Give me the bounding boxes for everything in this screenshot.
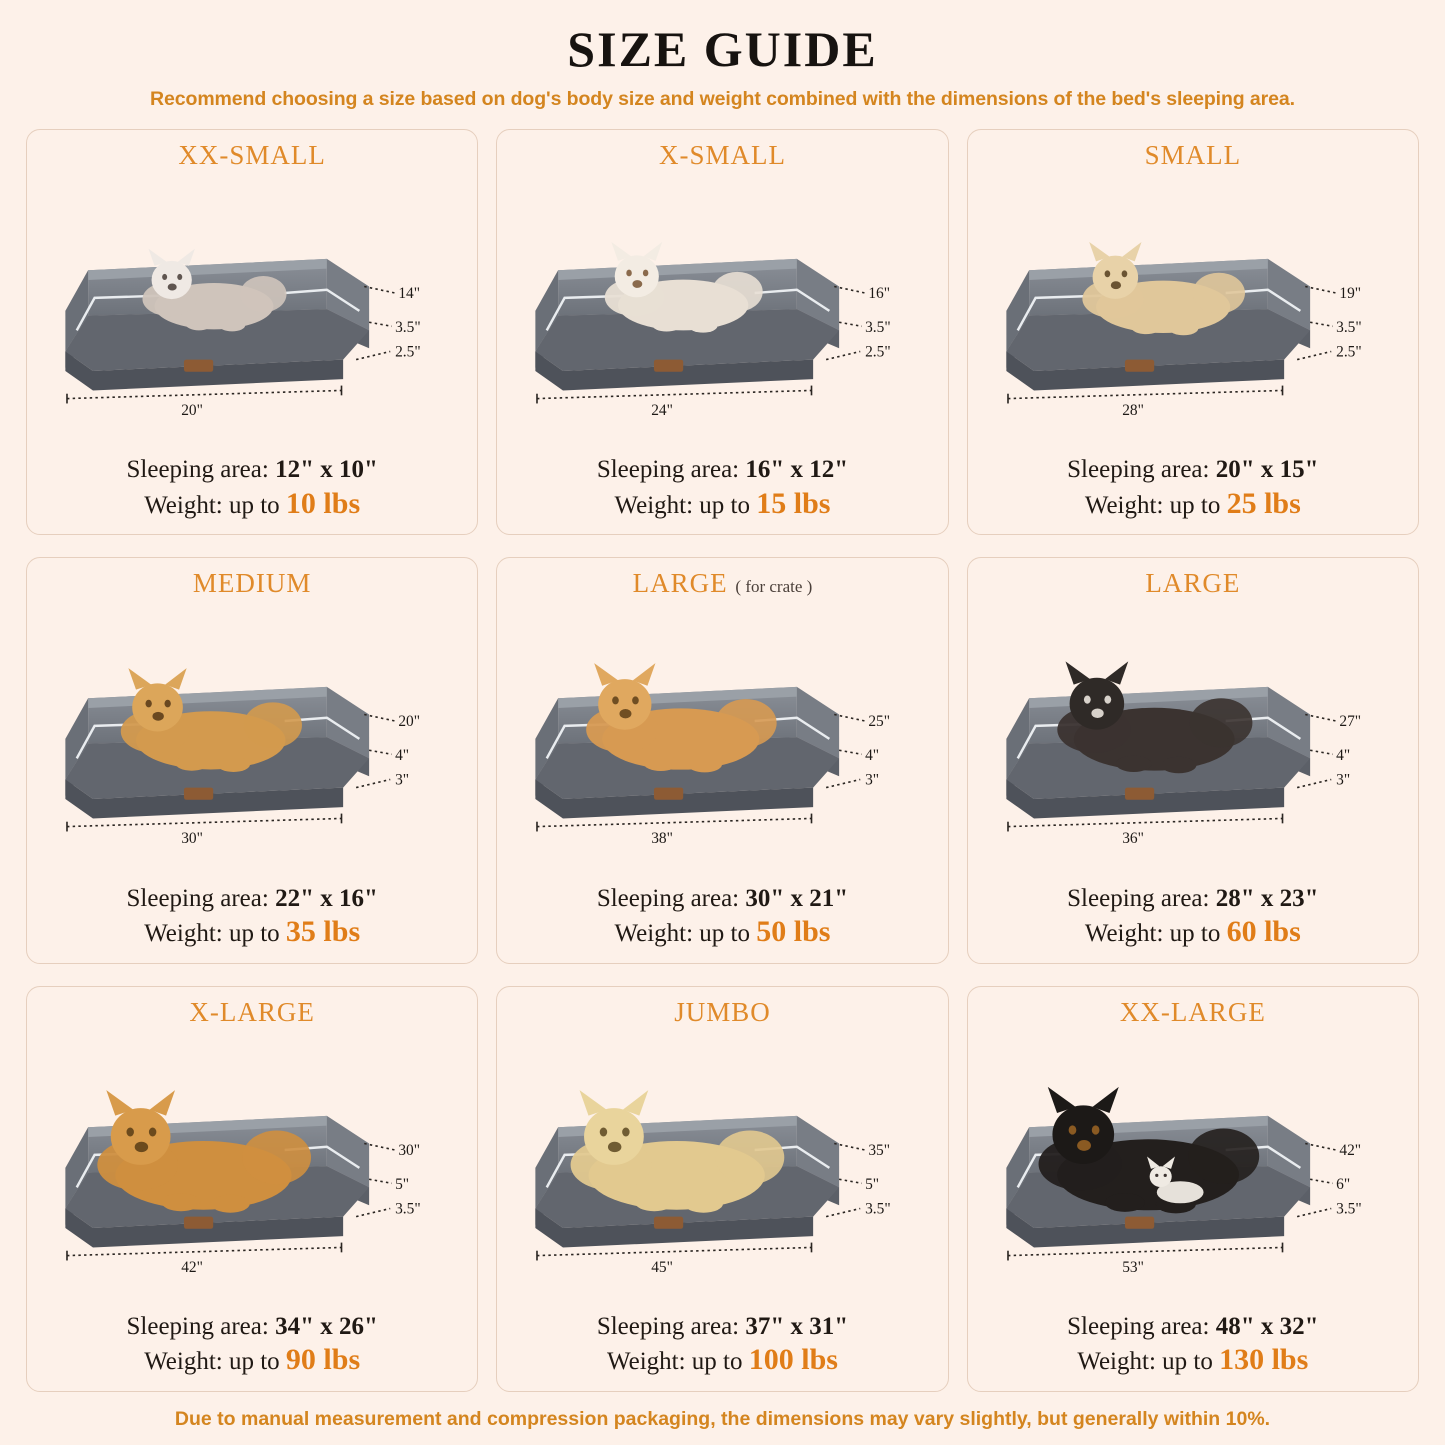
size-card-specs <box>511 1312 933 1379</box>
sleeping-area-line: Sleeping area: 34" x 26" <box>126 1312 378 1340</box>
bed-diagram <box>511 601 933 883</box>
weight-line: Weight: up to 90 lbs <box>144 1343 361 1377</box>
size-card-title <box>511 568 933 599</box>
bed-illustration <box>511 601 933 883</box>
svg-text:45": 45" <box>651 1258 674 1276</box>
svg-text:4": 4" <box>865 747 880 765</box>
sleeping-area-line: Sleeping area: 37" x 31" <box>596 1312 849 1340</box>
svg-text:53": 53" <box>1121 1258 1144 1276</box>
svg-text:42": 42" <box>1339 1141 1361 1159</box>
svg-text:2.5": 2.5" <box>1335 343 1362 361</box>
svg-text:3.5": 3.5" <box>865 318 892 336</box>
size-card-x-large-6 <box>26 986 478 1392</box>
sleeping-area-line: Sleeping area: 28" x 23" <box>1067 884 1319 912</box>
size-card-specs <box>41 884 463 951</box>
weight-line: Weight: up to 100 lbs <box>607 1343 838 1377</box>
sleeping-area-line: Sleeping area: 48" x 32" <box>1067 1312 1319 1340</box>
size-card-size-label: LARGE <box>632 568 728 599</box>
sleeping-area-line: Sleeping area: 20" x 15" <box>1067 456 1319 484</box>
size-card-title <box>982 140 1404 171</box>
weight-line: Weight: up to 60 lbs <box>1084 915 1301 949</box>
svg-text:2.5": 2.5" <box>865 343 892 361</box>
size-card-size-label: SMALL <box>1144 140 1242 170</box>
size-card-size-label: LARGE <box>1145 568 1241 599</box>
svg-text:16": 16" <box>868 284 891 302</box>
svg-text:2.5": 2.5" <box>395 343 421 361</box>
weight-line: Weight: up to 50 lbs <box>614 915 831 949</box>
size-card-size-label: X-SMALL <box>658 140 786 170</box>
svg-text:20": 20" <box>181 401 203 419</box>
size-card-size-label: XX-SMALL <box>178 140 326 170</box>
weight-line: Weight: up to 15 lbs <box>614 486 831 520</box>
size-card-specs <box>982 455 1404 522</box>
size-card-specs <box>511 884 933 951</box>
weight-line: Weight: up to 10 lbs <box>144 486 361 520</box>
page-title: SIZE GUIDE <box>567 21 878 77</box>
svg-text:14": 14" <box>398 284 421 302</box>
sleeping-area-line: Sleeping area: 16" x 12" <box>596 456 849 484</box>
size-card-specs <box>41 1312 463 1379</box>
svg-text:4": 4" <box>395 747 410 765</box>
bed-illustration <box>982 601 1404 883</box>
footer-note: Due to manual measurement and compression packaging, the dimensions may vary slightly, but generally within 10%. <box>174 1408 1271 1430</box>
bed-illustration <box>982 1030 1404 1312</box>
size-card-large-4 <box>496 557 948 963</box>
bed-illustration <box>511 1030 933 1312</box>
svg-text:4": 4" <box>1335 747 1350 765</box>
bed-illustration <box>41 601 463 883</box>
svg-text:28": 28" <box>1121 401 1144 419</box>
size-card-size-label: XX-LARGE <box>1119 996 1266 1027</box>
bed-diagram <box>511 1030 933 1312</box>
size-card-small-2 <box>967 129 1419 535</box>
size-card-xx-small-0 <box>26 129 478 535</box>
bed-illustration <box>41 1030 463 1312</box>
svg-text:19": 19" <box>1339 284 1361 302</box>
svg-text:27": 27" <box>1339 713 1361 731</box>
size-card-medium-3 <box>26 557 478 963</box>
page-subtitle: Recommend choosing a size based on dog's body size and weight combined with the dimensions of the bed's sleeping area. <box>150 88 1295 110</box>
svg-text:30": 30" <box>398 1141 421 1159</box>
sleeping-area-line: Sleeping area: 30" x 21" <box>596 884 849 912</box>
size-card-size-label: JUMBO <box>674 996 771 1027</box>
weight-line: Weight: up to 130 lbs <box>1077 1343 1309 1377</box>
bed-diagram <box>41 173 463 455</box>
size-card-title <box>41 568 463 599</box>
svg-text:6": 6" <box>1335 1175 1350 1193</box>
bed-illustration <box>511 173 933 455</box>
svg-text:30": 30" <box>181 830 203 848</box>
bed-illustration <box>41 173 463 455</box>
bed-diagram <box>511 173 933 455</box>
svg-text:5": 5" <box>865 1175 880 1193</box>
bed-diagram <box>982 1030 1404 1312</box>
size-card-title <box>511 997 933 1028</box>
size-card-note: ( for crate ) <box>735 577 813 597</box>
svg-text:3": 3" <box>1335 771 1350 789</box>
svg-text:3": 3" <box>865 771 880 789</box>
size-card-specs <box>41 455 463 522</box>
size-card-grid <box>26 129 1419 1392</box>
size-card-title <box>41 997 463 1028</box>
sleeping-area-line: Sleeping area: 12" x 10" <box>126 456 378 484</box>
bed-diagram <box>41 1030 463 1312</box>
size-card-specs <box>982 1312 1404 1379</box>
svg-text:20": 20" <box>398 713 421 731</box>
size-card-size-label: MEDIUM <box>192 568 312 599</box>
svg-text:3.5": 3.5" <box>395 1200 421 1218</box>
bed-illustration <box>982 173 1404 455</box>
bed-diagram <box>982 601 1404 883</box>
svg-text:3.5": 3.5" <box>1335 1200 1362 1218</box>
svg-text:38": 38" <box>651 830 674 848</box>
size-card-title <box>511 140 933 171</box>
svg-text:3": 3" <box>395 771 410 789</box>
size-card-jumbo-7 <box>496 986 948 1392</box>
size-card-large-5 <box>967 557 1419 963</box>
bed-diagram <box>41 601 463 883</box>
size-card-specs <box>982 884 1404 951</box>
svg-text:3.5": 3.5" <box>395 318 421 336</box>
size-card-title <box>982 997 1404 1028</box>
weight-line: Weight: up to 25 lbs <box>1084 486 1301 520</box>
sleeping-area-line: Sleeping area: 22" x 16" <box>126 884 378 912</box>
svg-text:5": 5" <box>395 1175 410 1193</box>
size-card-specs <box>511 455 933 522</box>
size-card-xx-large-8 <box>967 986 1419 1392</box>
bed-diagram <box>982 173 1404 455</box>
svg-text:24": 24" <box>651 401 674 419</box>
svg-text:42": 42" <box>181 1258 203 1276</box>
svg-text:25": 25" <box>868 713 891 731</box>
svg-text:35": 35" <box>868 1141 891 1159</box>
weight-line: Weight: up to 35 lbs <box>144 915 361 949</box>
size-card-title <box>41 140 463 171</box>
svg-text:3.5": 3.5" <box>865 1200 892 1218</box>
size-card-title <box>982 568 1404 599</box>
size-card-size-label: X-LARGE <box>189 996 315 1027</box>
svg-text:3.5": 3.5" <box>1335 318 1362 336</box>
size-card-x-small-1 <box>496 129 948 535</box>
svg-text:36": 36" <box>1121 830 1144 848</box>
